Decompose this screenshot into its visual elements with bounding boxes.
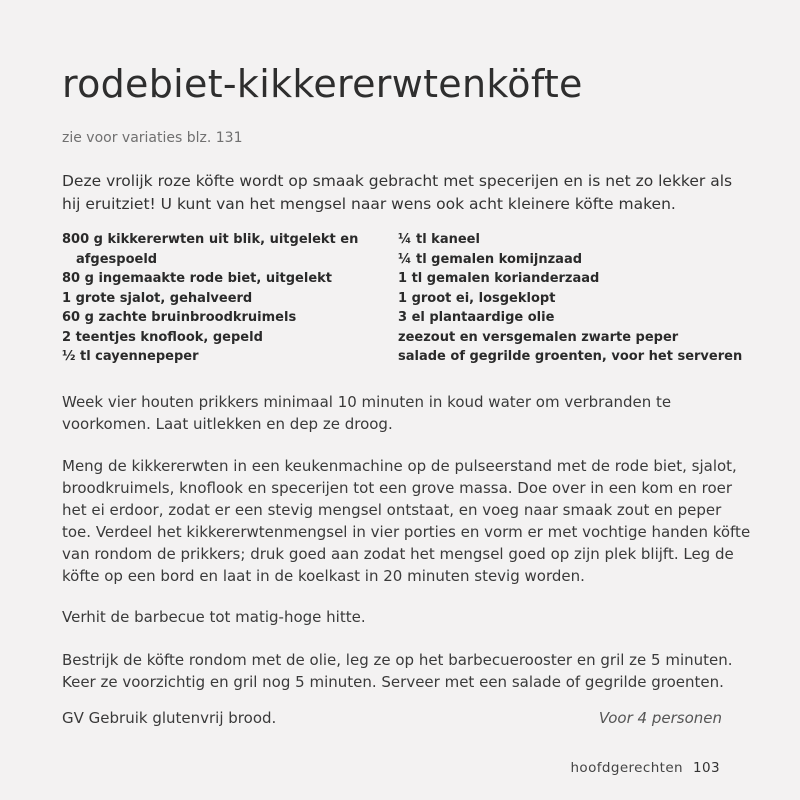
recipe-intro: Deze vrolijk roze köfte wordt op smaak gebracht met specerijen en is net zo lekker als hij eruitziet! U kunt van het mengsel naar wens ook acht kleinere köfte maken.: [62, 172, 733, 213]
ingredient-item: 1 grote sjalot, gehalveerd: [62, 290, 253, 306]
section-name: hoofdgerechten: [570, 760, 684, 776]
ingredients-list-right: [398, 230, 742, 367]
ingredient-item: salade of gegrilde groenten, voor het serveren: [398, 349, 743, 364]
variations-reference: zie voor variaties blz. 131: [62, 130, 243, 146]
ingredient-item: 2 teentjes knoflook, gepeld: [62, 329, 263, 345]
page-footer: [570, 760, 720, 776]
method-step-mix: Meng de kikkererwten in een keukenmachine op de pulseerstand met de rode biet, sjalot, broodkruimels, knoflook en specerijen tot een grove massa. Doe over in een kom en roer het ei erdoor, zodat er een stevig mengsel ontstaat, en voeg naar smaak zout en peper toe. Verdeel het kikkererwtenmengsel in vier porties en vorm er met vochtige handen köfte van rondom de prikkers; druk goed aan zodat het mengsel goed op zijn plek blijft. Leg de köfte op een bord en laat in de koelkast in 20 minuten stevig worden.: [62, 457, 751, 585]
recipe-title: rodebiet-kikkererwtenköfte: [62, 62, 583, 106]
method-step-grill: Bestrijk de köfte rondom met de olie, leg ze op het barbecuerooster en gril ze 5 minuten. Keer ze voorzichtig en gril nog 5 minuten. Serveer met een salade of gegrilde groenten.: [62, 651, 733, 691]
ingredient-item: 3 el plantaardige olie: [398, 310, 555, 325]
ingredient-item: ½ tl cayennepeper: [62, 349, 199, 364]
servings-note: Voor 4 personen: [598, 709, 722, 727]
gluten-free-note: GV Gebruik glutenvrij brood.: [62, 709, 277, 727]
ingredient-item: 1 groot ei, losgeklopt: [398, 290, 556, 306]
ingredient-item: 800 g kikkererwten uit blik, uitgelekt en afgespoeld: [62, 232, 359, 267]
ingredient-item: 80 g ingemaakte rode biet, uitgelekt: [62, 271, 333, 286]
ingredient-item: ¼ tl gemalen komijnzaad: [398, 251, 583, 267]
ingredient-item: zeezout en versgemalen zwarte peper: [398, 329, 679, 345]
method-step-heat: Verhit de barbecue tot matig-hoge hitte.: [62, 608, 366, 626]
ingredient-item: ¼ tl kaneel: [398, 232, 480, 247]
ingredients-list-left: [62, 230, 358, 367]
ingredient-item: 1 tl gemalen korianderzaad: [398, 271, 600, 286]
ingredient-item: 60 g zachte bruinbroodkruimels: [62, 310, 297, 325]
method-step-soak: Week vier houten prikkers minimaal 10 minuten in koud water om verbranden te voorkomen. Laat uitlekken en dep ze droog.: [62, 393, 672, 433]
page-number: 103: [693, 760, 720, 776]
